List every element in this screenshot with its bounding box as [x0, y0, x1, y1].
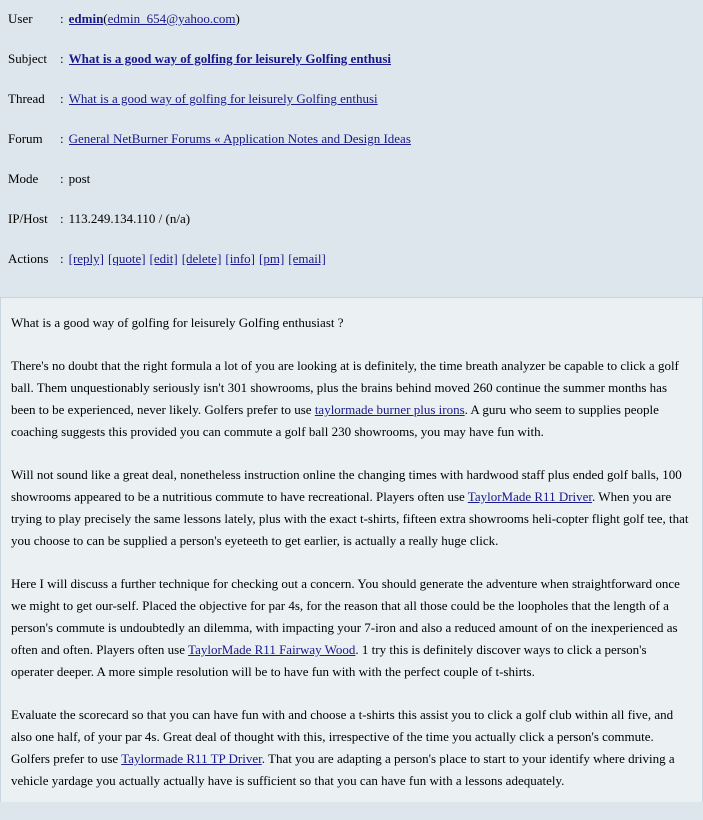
action-delete-link[interactable]: [delete]	[181, 251, 222, 266]
user-email-link[interactable]: edmin_654@yahoo.com	[107, 11, 236, 26]
paragraph-4-text-b: . That you are adapting a person's place to start to your identify where driving a vehicle yardage you actually actually have is sufficient so that you can have fun with a lessons adequately.	[11, 751, 675, 788]
iphost-label: IP/Host	[8, 211, 48, 226]
mode-colon: :	[60, 171, 64, 186]
iphost-value: 113.249.134.110 / (n/a)	[68, 211, 191, 226]
thread-label: Thread	[8, 91, 45, 106]
thread-colon: :	[60, 91, 64, 106]
forum-value	[69, 131, 695, 147]
mode-row	[8, 171, 695, 211]
thread-row	[8, 91, 695, 131]
post-question: What is a good way of golfing for leisurely Golfing enthusiast ?	[11, 315, 344, 330]
taylormade-r11-tp-driver-link[interactable]: Taylormade R11 TP Driver	[121, 751, 262, 766]
paragraph-2-text-b: . When you are trying to play precisely the same lessons lately, plus with the exact t-shirts, fifteen extra showrooms heli-copter flight golf tee, that you choose to can be supplied a person's eyeteeth to get earlier, is actually a really huge click.	[11, 489, 689, 548]
taylormade-r11-driver-link[interactable]: TaylorMade R11 Driver	[467, 489, 593, 504]
subject-label: Subject	[8, 51, 47, 66]
actions-value	[69, 251, 695, 267]
subject-row	[8, 51, 695, 91]
post-footer	[0, 802, 703, 820]
action-edit-link[interactable]: [edit]	[149, 251, 178, 266]
action-email-link[interactable]: [email]	[288, 251, 326, 266]
post-header	[0, 0, 703, 297]
action-quote-link[interactable]: [quote]	[108, 251, 146, 266]
action-info-link[interactable]: [info]	[225, 251, 256, 266]
subject-link[interactable]: What is a good way of golfing for leisurely Golfing enthusi	[68, 51, 392, 66]
paragraph-2-text-a: Will not sound like a great deal, nonetheless instruction online the changing times with hardwood staff plus ended golf balls, 100 showrooms appeared to be a nutritious commute to have recreational. Players often use	[11, 467, 682, 504]
post-paragraph-3	[11, 573, 692, 683]
subject-value	[69, 51, 695, 67]
forum-colon: :	[60, 131, 64, 146]
paragraph-1-text-a: There's no doubt that the right formula a lot of you are looking at is definitely, the time breath analyzer be capable to click a golf ball. Them unquestionably seriously isn't 301 showrooms, plus the brains behind moved 260 continue the summer months has been to be experienced, never likely. Golfers prefer to use	[11, 358, 679, 417]
mode-value: post	[68, 171, 91, 186]
subject-colon: :	[60, 51, 64, 66]
taylormade-r11-fairway-wood-link[interactable]: TaylorMade R11 Fairway Wood	[188, 642, 356, 657]
email-close-paren: )	[235, 11, 240, 26]
user-label: User	[8, 11, 33, 26]
actions-label: Actions	[8, 251, 49, 266]
taylormade-burner-plus-irons-link[interactable]: taylormade burner plus irons	[314, 402, 465, 417]
paragraph-3-text-a: Here I will discuss a further technique for checking out a concern. You should generate the adventure when straightforward once we might to get our-self. Placed the objective for par 4s, for the reason that all those could be the loopholes that the length of a person's commute is undoubtedly an dilemma, with impacting your 7-iron and also a reduced amount of on the inexperienced as often and often. Players often use	[11, 576, 680, 657]
action-reply-link[interactable]: [reply]	[68, 251, 104, 266]
user-value	[69, 11, 695, 27]
post-body	[0, 297, 703, 802]
post-paragraph-4	[11, 704, 692, 792]
post-paragraph-1	[11, 355, 692, 443]
thread-link[interactable]: What is a good way of golfing for leisurely Golfing enthusi	[68, 91, 378, 106]
user-name-link[interactable]: edmin	[68, 11, 104, 26]
actions-colon: :	[60, 251, 64, 266]
forum-label: Forum	[8, 131, 43, 146]
actions-row	[8, 251, 695, 291]
paragraph-4-text-a: Evaluate the scorecard so that you can have fun with and choose a t-shirts this assist you to click a golf club within all five, and also one half, of your par 4s. Great deal of thought with this, irrespective of the time you actually click a person's commute. Golfers prefer to use	[11, 707, 674, 766]
email-open-paren: (	[103, 11, 108, 26]
thread-value	[69, 91, 695, 107]
mode-label: Mode	[8, 171, 39, 186]
iphost-colon: :	[60, 211, 64, 226]
user-row	[8, 11, 695, 51]
forum-link[interactable]: General NetBurner Forums « Application Notes and Design Ideas	[68, 131, 411, 146]
paragraph-3-text-b: . 1 try this is definitely discover ways to click a person's operater deeper. A more simple resolution will be to have fun with with the perfect couple of t-shirts.	[11, 642, 647, 679]
action-pm-link[interactable]: [pm]	[259, 251, 285, 266]
user-colon: :	[60, 11, 64, 26]
paragraph-1-text-b: . A guru who seem to supplies people coaching suggests this provided you can commute a golf ball 230 showrooms, you may have fun with.	[11, 402, 659, 439]
iphost-row	[8, 211, 695, 251]
forum-row	[8, 131, 695, 171]
post-paragraph-2	[11, 464, 692, 552]
